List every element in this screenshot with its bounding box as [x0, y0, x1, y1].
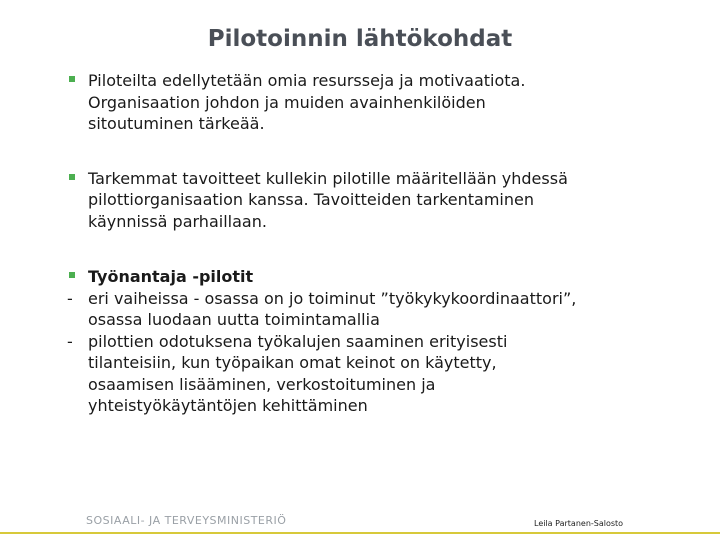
bullet-square-icon: [69, 272, 75, 278]
bullet-marker: [66, 70, 88, 82]
slide-title: Pilotoinnin lähtökohdat: [207, 26, 513, 52]
sub-item: [66, 288, 686, 331]
author-name: Leila Partanen-Salosto: [534, 519, 624, 528]
dash-marker: -: [67, 288, 73, 308]
bullet-square-icon: [69, 76, 75, 82]
bullet-text: Tarkemmat tavoitteet kullekin pilotille määritellään yhdessä pilottiorganisaation kanssa. Tavoitteiden tarkentaminen käynnissä parhaillaan.: [88, 168, 568, 231]
dash-marker: -: [67, 331, 73, 351]
sub-item: [66, 331, 686, 417]
bullet-heading: Työnantaja -pilotit: [88, 267, 254, 286]
sub-item-text: eri vaiheissa - osassa on jo toiminut ”työkykykoordinaattori”, osassa luodaan uutta toimintamallia: [88, 288, 577, 329]
ministry-logo-text: SOSIAALI- JA TERVEYSMINISTERIÖ: [86, 514, 287, 527]
bullet-item: [66, 168, 686, 233]
sub-item-text: pilottien odotuksena työkalujen saaminen erityisesti tilanteisiin, kun työpaikan omat keinot on käytetty, osaamisen lisääminen, verkostoituminen ja yhteistyökäytäntöjen kehittäminen: [88, 331, 508, 415]
bullet-square-icon: [69, 174, 75, 180]
bullet-item: [66, 266, 686, 288]
slide-content: [66, 70, 686, 417]
bullet-text: Piloteilta edellytetään omia resursseja ja motivaatiota. Organisaation johdon ja muiden avainhenkilöiden sitoutuminen tärkeää.: [88, 71, 526, 133]
bullet-marker: [66, 266, 88, 278]
bullet-item: [66, 70, 686, 135]
footer-divider: [0, 532, 720, 534]
bullet-marker: [66, 168, 88, 180]
